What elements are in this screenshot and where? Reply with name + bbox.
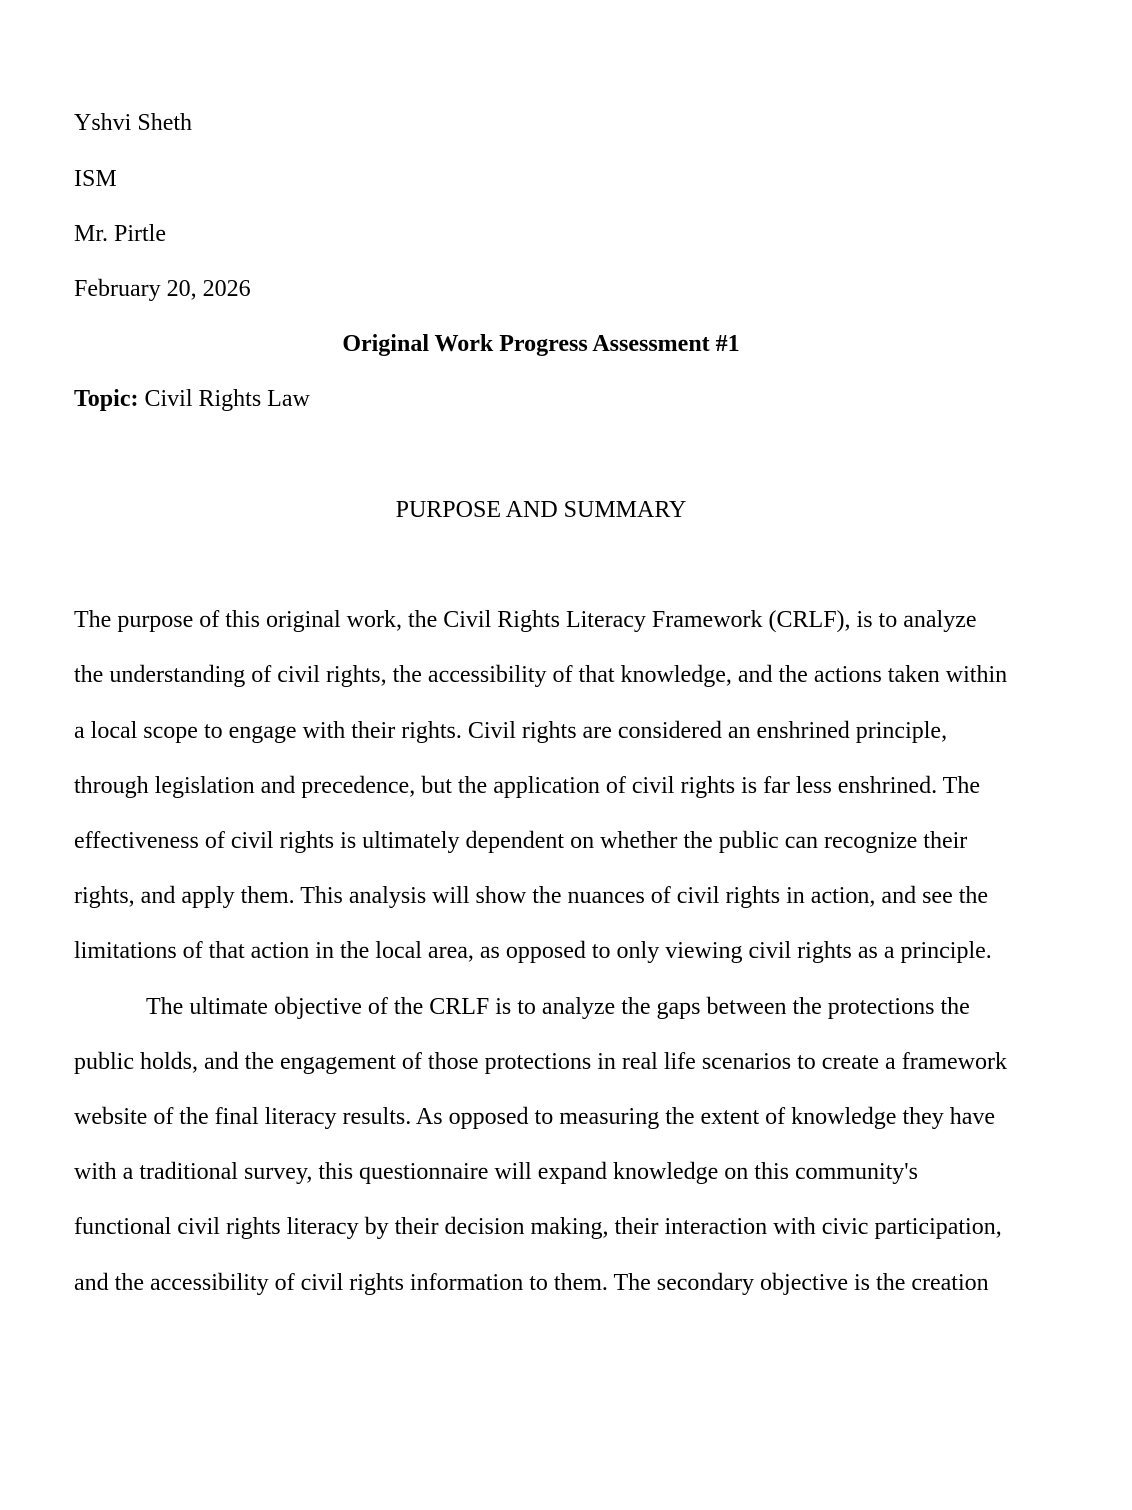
body-line: The purpose of this original work, the Civil Rights Literacy Framework (CRLF), is to analyze xyxy=(74,607,977,633)
body-line: rights, and apply them. This analysis will show the nuances of civil rights in action, and see the xyxy=(74,883,989,909)
body-line: with a traditional survey, this questionnaire will expand knowledge on this community's xyxy=(74,1159,918,1185)
body-line: public holds, and the engagement of those protections in real life scenarios to create a framework xyxy=(74,1049,1007,1075)
body-line: a local scope to engage with their rights. Civil rights are considered an enshrined principle, xyxy=(74,718,948,744)
body-line: the understanding of civil rights, the accessibility of that knowledge, and the actions taken within xyxy=(74,662,1008,688)
student-name: Yshvi Sheth xyxy=(74,110,193,136)
body-line: website of the final literacy results. As opposed to measuring the extent of knowledge they have xyxy=(74,1104,996,1130)
body-line: through legislation and precedence, but the application of civil rights is far less enshrined. The xyxy=(74,773,980,799)
section-heading: PURPOSE AND SUMMARY xyxy=(395,497,687,523)
body-line: limitations of that action in the local area, as opposed to only viewing civil rights as a principle. xyxy=(74,938,992,964)
body-line: The ultimate objective of the CRLF is to analyze the gaps between the protections the xyxy=(146,994,970,1020)
body-line: and the accessibility of civil rights information to them. The secondary objective is the creation xyxy=(74,1270,989,1296)
course-name: ISM xyxy=(74,166,117,192)
document-title: Original Work Progress Assessment #1 xyxy=(342,331,740,357)
topic-label: Topic: xyxy=(74,386,139,412)
body-line: functional civil rights literacy by their decision making, their interaction with civic participation, xyxy=(74,1214,1002,1240)
topic-value: Civil Rights Law xyxy=(144,386,310,412)
topic-line xyxy=(74,387,310,411)
document-date: February 20, 2026 xyxy=(74,276,251,302)
teacher-name: Mr. Pirtle xyxy=(74,221,167,247)
body-line: effectiveness of civil rights is ultimately dependent on whether the public can recognize their xyxy=(74,828,968,854)
